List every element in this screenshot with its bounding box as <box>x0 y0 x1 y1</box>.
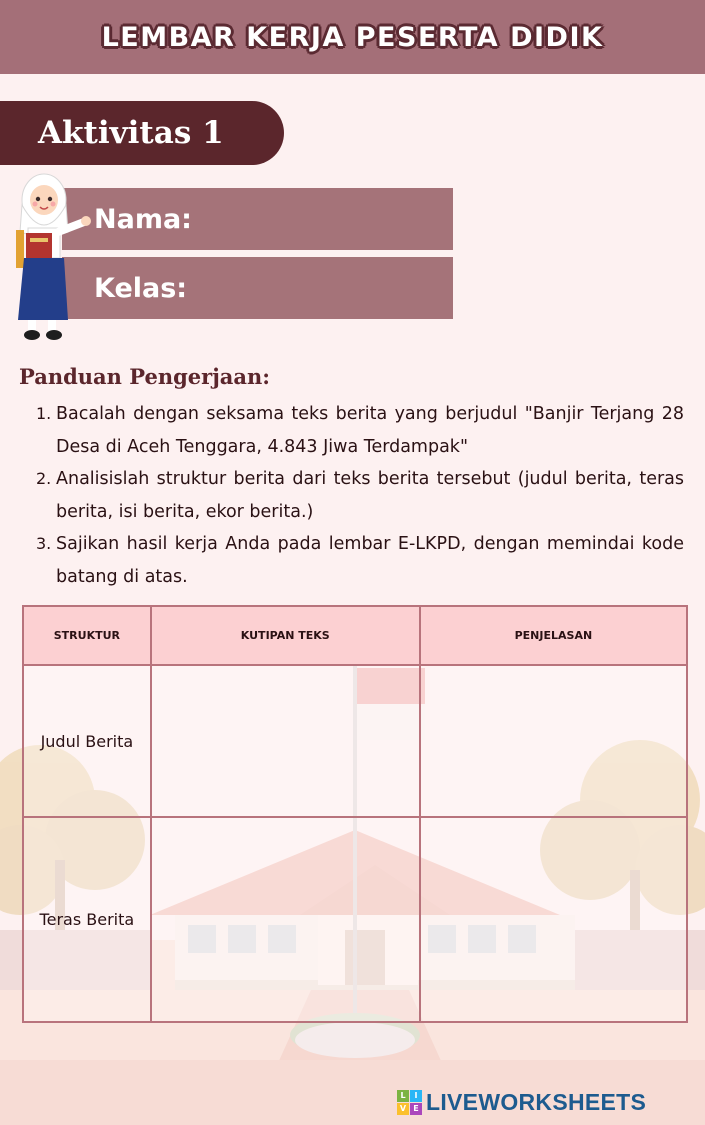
guide-item-number: 2. <box>36 469 52 488</box>
logo-blocks-icon <box>397 1090 422 1115</box>
guide-heading: Panduan Pengerjaan: <box>19 364 271 389</box>
row-label-lead: Teras Berita <box>23 817 151 1022</box>
structure-table <box>22 605 688 1023</box>
guide-item <box>36 528 684 593</box>
row-label-headline: Judul Berita <box>23 665 151 817</box>
liveworksheets-logo[interactable] <box>397 1088 646 1116</box>
activity-label: Aktivitas 1 <box>38 115 224 151</box>
table-row <box>23 817 687 1022</box>
logo-block: V <box>397 1103 409 1115</box>
logo-text: LIVEWORKSHEETS <box>426 1088 647 1115</box>
logo-block: I <box>410 1090 422 1102</box>
quote-cell-lead[interactable] <box>151 817 420 1022</box>
guide-list <box>36 398 684 593</box>
guide-item <box>36 463 684 528</box>
class-field-label: Kelas: <box>94 272 188 304</box>
table-header-quote: KUTIPAN TEKS <box>151 606 420 665</box>
activity-pill <box>0 101 284 165</box>
name-field[interactable] <box>62 188 453 250</box>
guide-item-number: 1. <box>36 404 52 423</box>
guide-item-number: 3. <box>36 534 52 553</box>
logo-block: E <box>410 1103 422 1115</box>
page-title: LEMBAR KERJA PESERTA DIDIK <box>101 21 604 53</box>
explanation-cell-lead[interactable] <box>420 817 687 1022</box>
header-bar <box>0 0 705 74</box>
name-field-label: Nama: <box>94 203 192 235</box>
table-header-explanation: PENJELASAN <box>420 606 687 665</box>
student-character-illustration <box>6 170 98 345</box>
guide-item-text: Bacalah dengan seksama teks berita yang berjudul "Banjir Terjang 28 Desa di Aceh Tenggara, 4.843 Jiwa Terdampak" <box>56 404 684 457</box>
quote-cell-headline[interactable] <box>151 665 420 817</box>
table-header-structure: STRUKTUR <box>23 606 151 665</box>
explanation-cell-headline[interactable] <box>420 665 687 817</box>
class-field[interactable] <box>62 257 453 319</box>
guide-item-text: Sajikan hasil kerja Anda pada lembar E-LKPD, dengan memindai kode batang di atas. <box>56 534 684 587</box>
table-row <box>23 665 687 817</box>
logo-block: L <box>397 1090 409 1102</box>
guide-item-text: Analisislah struktur berita dari teks berita tersebut (judul berita, teras berita, isi berita, ekor berita.) <box>56 469 684 522</box>
guide-item <box>36 398 684 463</box>
